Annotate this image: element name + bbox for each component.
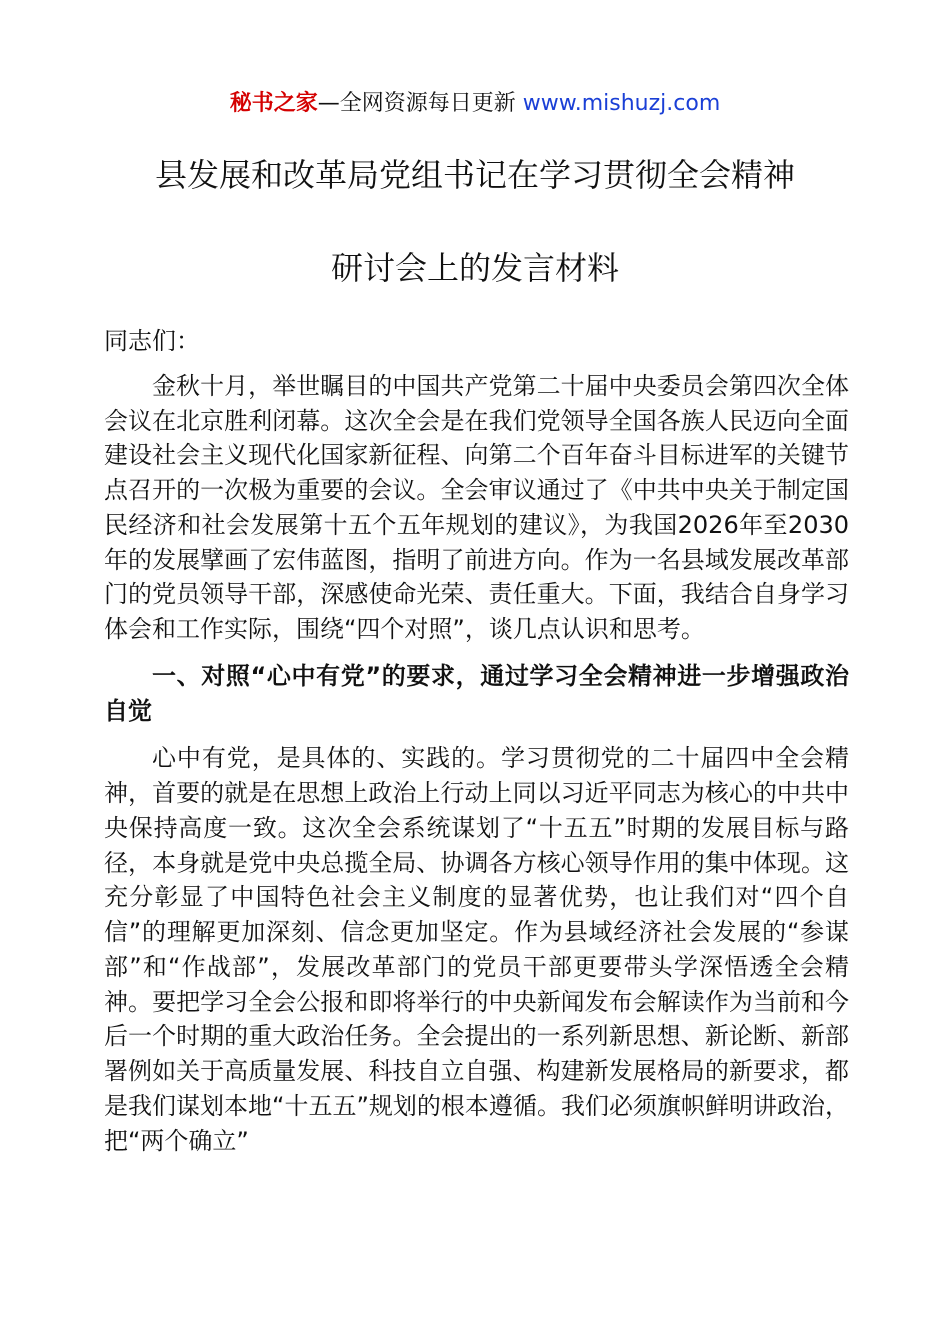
document-title-line-2: 研讨会上的发言材料	[330, 249, 619, 287]
section-heading-1: 一、对照“心中有党”的要求，通过学习全会精神进一步增强政治自觉	[104, 661, 849, 725]
paragraph-intro: 金秋十月，举世瞩目的中国共产党第二十届中央委员会第四次全体会议在北京胜利闭幕。这次全会是在我们党领导全国各族人民迈向全面建设社会主义现代化国家新征程、向第二个百年奋斗目标进军的关键节点召开的一次极为重要的会议。全会审议通过了《中共中央关于制定国民经济和社会发展第十五个五年规划的建议》，为我国2026年至2030年的发展擘画了宏伟蓝图，指明了前进方向。作为一名县域发展改革部门的党员领导干部，深感使命光荣、责任重大。下面，我结合自身学习体会和工作实际，围绕“四个对照”，谈几点认识和思考。	[104, 371, 849, 643]
document-body	[104, 324, 849, 1170]
site-header	[0, 88, 950, 120]
brand-name: 秘书之家	[229, 91, 318, 116]
header-tagline: —全网资源每日更新	[317, 91, 523, 116]
paragraph-section-1: 心中有党，是具体的、实践的。学习贯彻党的二十届四中全会精神，首要的就是在思想上政治上行动上同以习近平同志为核心的中共中央保持高度一致。这次全会系统谋划了“十五五”时期的发展目标与路径，本身就是党中央总揽全局、协调各方核心领导作用的集中体现。这充分彰显了中国特色社会主义制度的显著优势，也让我们对“四个自信”的理解更加深刻、信念更加坚定。作为县域经济社会发展的“参谋部”和“作战部”，发展改革部门的党员干部更要带头学深悟透全会精神。要把学习全会公报和即将举行的中央新闻发布会解读作为当前和今后一个时期的重大政治任务。全会提出的一系列新思想、新论断、新部署例如关于高质量发展、科技自立自强、构建新发展格局的新要求，都是我们谋划本地“十五五”规划的根本遵循。我们必须旗帜鲜明讲政治，把“两个确立”	[104, 744, 849, 1155]
document-title-line-1: 县发展和改革局党组书记在学习贯彻全会精神	[154, 156, 795, 194]
salutation: 同志们：	[104, 327, 200, 355]
site-url-link[interactable]: www.mishuzj.com	[522, 91, 721, 116]
